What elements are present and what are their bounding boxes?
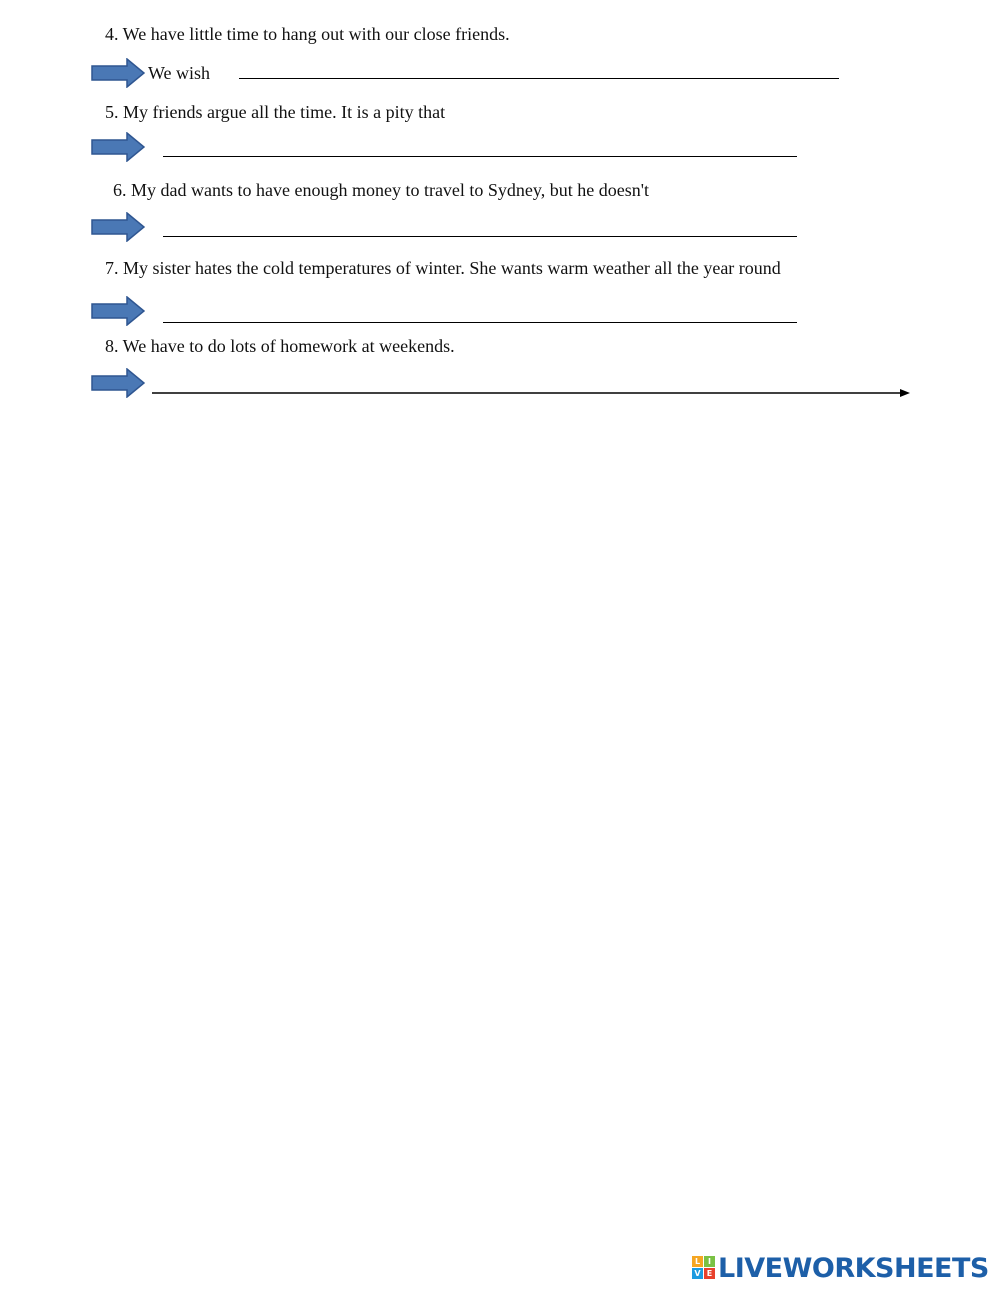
answer-line-5[interactable]: [163, 156, 797, 157]
logo-mark-letter: E: [704, 1268, 715, 1279]
logo-text: LIVEWORKSHEETS: [718, 1252, 989, 1284]
arrow-icon: [91, 132, 145, 162]
answer-arrow-line-8[interactable]: [150, 386, 912, 400]
question-4-text: 4. We have little time to hang out with our close friends.: [105, 24, 510, 44]
arrow-icon: [91, 296, 145, 326]
question-7-text: 7. My sister hates the cold temperatures of winter. She wants warm weather all the year round: [105, 258, 781, 278]
answer-line-6[interactable]: [163, 236, 797, 237]
liveworksheets-logo: [692, 1253, 989, 1283]
answer-line-7[interactable]: [163, 322, 797, 323]
live-mark-icon: [692, 1256, 716, 1280]
arrow-icon: [91, 58, 145, 88]
question-5-text: 5. My friends argue all the time. It is a pity that: [105, 102, 446, 122]
logo-mark-letter: L: [692, 1256, 703, 1267]
question-8-text: 8. We have to do lots of homework at weekends.: [105, 336, 455, 356]
answer-line-4[interactable]: [239, 78, 839, 79]
arrow-icon: [91, 212, 145, 242]
logo-mark-letter: V: [692, 1268, 703, 1279]
question-6-text: 6. My dad wants to have enough money to travel to Sydney, but he doesn't: [113, 180, 649, 200]
logo-mark-letter: I: [704, 1256, 715, 1267]
answer-prefix: We wish: [148, 63, 211, 83]
arrow-icon: [91, 368, 145, 398]
